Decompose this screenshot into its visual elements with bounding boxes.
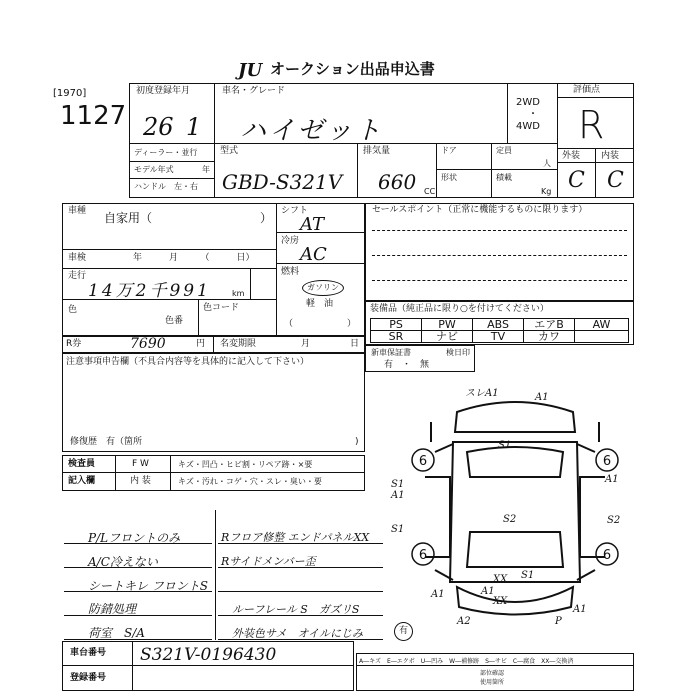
remark-right-4: 外装色サメ オイルにじみ bbox=[232, 627, 364, 640]
equip-navi: ナビ bbox=[421, 330, 473, 343]
ac-value: AC bbox=[300, 244, 327, 265]
date-stamp-label: 検日印 bbox=[446, 348, 470, 357]
legend-usage-label: 使用箇所 bbox=[480, 679, 505, 686]
mark-right-front: A1 bbox=[605, 474, 619, 485]
diagram-windshield bbox=[467, 447, 563, 477]
mark-rear-bumper: A2 bbox=[457, 616, 471, 627]
color-number-label: 色番 bbox=[165, 316, 184, 326]
mark-rear-s1: S1 bbox=[521, 570, 535, 581]
mark-right-side: S2 bbox=[607, 515, 621, 526]
transfer-deadline-label: 名変期限 bbox=[220, 339, 257, 349]
car-name-label: 車名・グレード bbox=[222, 86, 286, 96]
form-title: オークション出品申込書 bbox=[270, 60, 435, 78]
displacement-unit: CC bbox=[424, 187, 436, 196]
chassis-number-label: 車台番号 bbox=[70, 648, 107, 658]
tire-fl-value: 6 bbox=[418, 454, 428, 469]
exterior-items: キズ・凹凸・ヒビ割・リペア跡・×要 bbox=[178, 460, 313, 469]
mark-rear-replaced-2: XX bbox=[493, 596, 508, 607]
transfer-day: 日 bbox=[350, 339, 360, 349]
equip-empty bbox=[574, 330, 629, 343]
interior-items: キズ・汚れ・コゲ・穴・スレ・臭い・要 bbox=[178, 477, 322, 486]
first-registration-year: 26 bbox=[143, 113, 174, 141]
exterior-grade: C bbox=[568, 168, 585, 193]
use-value: 自家用（ ） bbox=[104, 211, 273, 225]
load-label: 積載 bbox=[496, 173, 512, 182]
grade-value: R bbox=[578, 103, 605, 147]
remark-left-2: A/C冷えない bbox=[88, 555, 158, 569]
r-ticket-unit: 円 bbox=[196, 339, 206, 349]
lot-code: [1970] bbox=[53, 88, 87, 99]
shift-label: シフト bbox=[281, 206, 309, 216]
equip-airbag: エアB bbox=[523, 318, 575, 331]
mileage-label: 走行 bbox=[68, 271, 87, 281]
drive-separator: ・ bbox=[528, 109, 538, 120]
remark-right-2: Rサイドメンバー歪 bbox=[221, 555, 316, 568]
equip-leather: カワ bbox=[523, 330, 575, 343]
remark-left-5: 荷室 S/A bbox=[88, 626, 145, 640]
damage-legend: A―キズ E―エクボ U―凹み W―補修跡 S―サビ C―腐食 XX―交換済 bbox=[359, 658, 574, 665]
mark-roof-center: S2 bbox=[503, 514, 517, 525]
remark-right-3: ルーフレール S ガズリS bbox=[232, 603, 360, 616]
dealer-label: ディーラー・並行 bbox=[134, 148, 198, 157]
color-code-label: 色コード bbox=[203, 303, 240, 313]
mileage-unit: km bbox=[232, 289, 245, 298]
chassis-number-value: S321V-0196430 bbox=[140, 645, 277, 665]
mark-hood-right: A1 bbox=[535, 392, 549, 403]
displacement-value: 660 bbox=[378, 170, 417, 194]
mark-rear-right-a1: A1 bbox=[573, 604, 587, 615]
color-label: 色 bbox=[68, 305, 78, 315]
mark-rear-left: A1 bbox=[431, 589, 445, 600]
fuel-label: 燃料 bbox=[281, 267, 300, 277]
interior-label: 内装 bbox=[601, 151, 620, 161]
diagram-rear-bumper bbox=[457, 587, 573, 615]
inspection-label: 車検 bbox=[68, 253, 87, 263]
capacity-unit: 人 bbox=[543, 159, 551, 168]
diagram-body bbox=[450, 442, 580, 582]
type-value: GBD-S321V bbox=[222, 170, 343, 194]
tire-rr-value: 6 bbox=[602, 548, 612, 563]
type-label: 型式 bbox=[220, 146, 239, 156]
damage-diagram bbox=[391, 382, 635, 627]
drive-4wd: 4WD bbox=[516, 121, 540, 132]
ac-label: 冷房 bbox=[281, 236, 300, 246]
car-name-value: ハイゼット bbox=[240, 116, 384, 146]
mark-hood-scuff: スレA1 bbox=[465, 388, 499, 399]
mark-left-side: S1 bbox=[391, 524, 405, 535]
handle-label: ハンドル 左・右 bbox=[134, 182, 198, 191]
mark-roof-front: S1 bbox=[498, 440, 512, 451]
sales-point-label: セールスポイント（正常に機能するものに限ります） bbox=[372, 205, 588, 215]
drive-2wd: 2WD bbox=[516, 97, 540, 108]
notice-label: 注意事項申告欄（不具合内容等を具体的に記入して下さい） bbox=[66, 357, 310, 367]
equip-ps: PS bbox=[370, 318, 422, 331]
shape-label: 形状 bbox=[441, 173, 457, 182]
mark-rear-right-p: P bbox=[555, 616, 562, 627]
mileage-value: 14万2千991 bbox=[88, 281, 211, 301]
registration-number-label: 登録番号 bbox=[70, 673, 107, 683]
mark-rear-a1: A1 bbox=[481, 586, 495, 597]
diagram-rear-window bbox=[467, 532, 563, 567]
equip-abs: ABS bbox=[472, 318, 524, 331]
fw-label: F W bbox=[132, 459, 149, 469]
fuel-other-paren: （ ） bbox=[284, 319, 357, 329]
tire-rl-value: 6 bbox=[418, 548, 428, 563]
capacity-label: 定員 bbox=[496, 146, 512, 155]
mark-left-front-1: S1 bbox=[391, 479, 405, 490]
mark-left-front-2: A1 bbox=[391, 490, 405, 501]
first-registration-month: 1 bbox=[186, 113, 202, 141]
inspection-stamp: 有 bbox=[394, 622, 413, 641]
remark-left-4: 防錆処理 bbox=[88, 602, 137, 616]
warranty-label: 新車保証書 bbox=[371, 348, 411, 357]
use-label: 車種 bbox=[68, 206, 87, 216]
r-ticket-value: 7690 bbox=[130, 336, 166, 352]
interior-grade: C bbox=[607, 168, 624, 193]
load-unit: Kg bbox=[541, 187, 552, 196]
legend-check-label: 部位確認 bbox=[480, 670, 505, 677]
interior-record-label: 内 装 bbox=[130, 476, 151, 486]
transfer-month: 月 bbox=[301, 339, 311, 349]
equip-pw: PW bbox=[421, 318, 473, 331]
door-label: ドア bbox=[441, 146, 457, 155]
lot-number: 1127 bbox=[60, 101, 127, 131]
first-registration-label: 初度登録年月 bbox=[136, 86, 191, 96]
brand-logo: JU bbox=[238, 60, 263, 81]
model-year-label: モデル年式 bbox=[134, 165, 174, 174]
displacement-label: 排気量 bbox=[363, 146, 391, 156]
exterior-label: 外装 bbox=[562, 151, 581, 161]
remark-right-1: Rフロア修整 エンドパネルXX bbox=[221, 531, 370, 544]
tire-fr-value: 6 bbox=[602, 454, 612, 469]
grade-label: 評価点 bbox=[573, 85, 601, 95]
repair-history-label: 修復歴 有（箇所 bbox=[70, 437, 143, 447]
equip-aw: AW bbox=[574, 318, 629, 331]
r-ticket-label: R券 bbox=[66, 339, 82, 349]
remark-left-3: シートキレ フロントS bbox=[88, 579, 208, 593]
record-label: 記入欄 bbox=[68, 476, 96, 486]
diagram-hood bbox=[455, 402, 575, 432]
remark-left-1: P/Lフロントのみ bbox=[88, 531, 181, 545]
fuel-value-circled: ガソリン bbox=[302, 280, 344, 296]
equip-tv: TV bbox=[472, 330, 524, 343]
warranty-value: 有 ・ 無 bbox=[384, 360, 430, 370]
model-year-suffix: 年 bbox=[202, 165, 210, 174]
equipment-label: 装備品（純正品に限り○を付けてください） bbox=[370, 304, 549, 314]
equip-sr: SR bbox=[370, 330, 422, 343]
inspector-label: 検査員 bbox=[68, 459, 96, 469]
shift-value: AT bbox=[300, 214, 325, 235]
inspection-date: 年 月 （ 日） bbox=[133, 253, 255, 263]
diesel-label: 軽 油 bbox=[306, 299, 334, 309]
repair-history-close: ) bbox=[355, 437, 359, 447]
mark-rear-replaced-1: XX bbox=[493, 574, 508, 585]
